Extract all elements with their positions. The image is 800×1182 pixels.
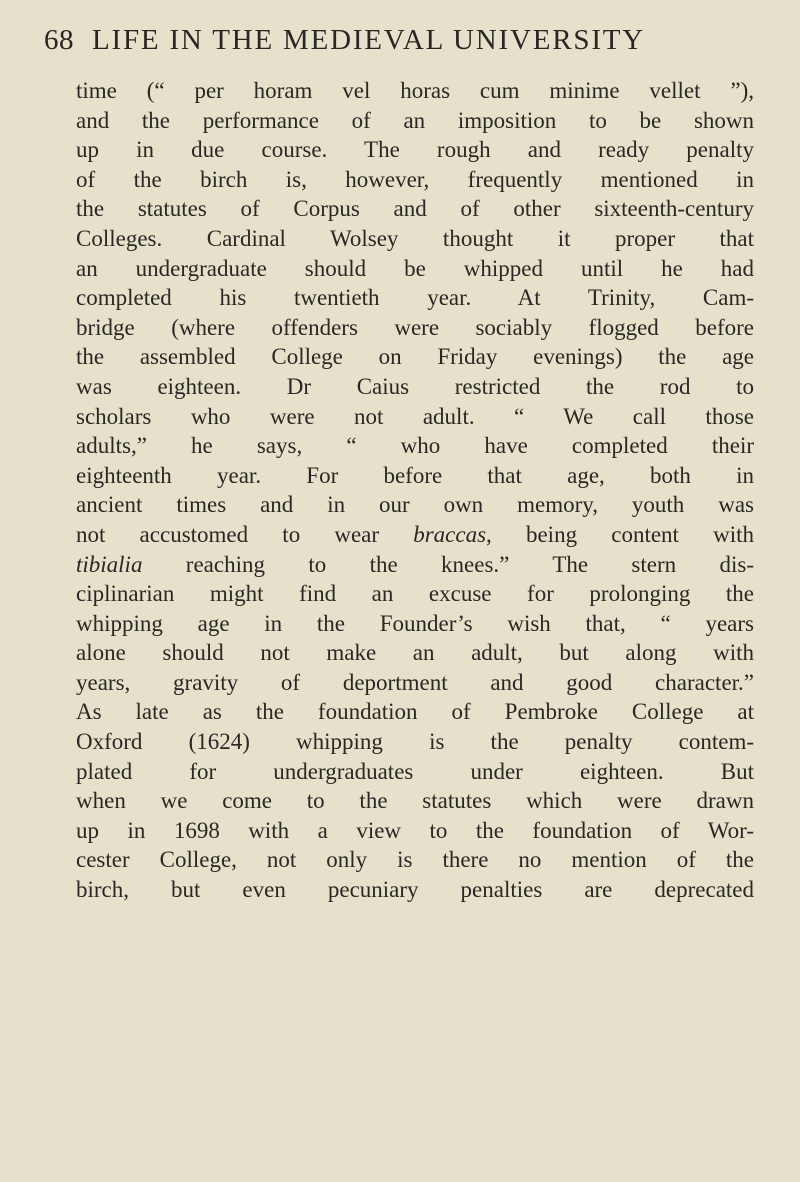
text-line: the statutes of Corpus and of other sixteenth-century <box>76 196 754 222</box>
text-line: As late as the foundation of Pembroke College at <box>76 699 754 725</box>
text-line: an undergraduate should be whipped until he had <box>76 255 754 281</box>
text-fragment: , being content with <box>486 521 754 547</box>
text-line: completed his twentieth year. At Trinity, Cam- <box>76 285 754 311</box>
text-line: scholars who were not adult. “ We call those <box>76 403 754 429</box>
text-line: the assembled College on Friday evenings) the age <box>76 344 754 370</box>
text-line: when we come to the statutes which were drawn <box>76 788 754 814</box>
text-line: cester College, not only is there no mention of the <box>76 847 754 873</box>
text-line: adults,” he says, “ who have completed their <box>76 433 754 459</box>
page-header <box>44 20 734 64</box>
text-line: eighteenth year. For before that age, both in <box>76 462 754 488</box>
text-fragment: reaching to the knees.” The stern dis- <box>142 551 754 577</box>
text-line: Oxford (1624) whipping is the penalty contem- <box>76 729 754 755</box>
text-line: ciplinarian might find an excuse for prolonging the <box>76 581 754 607</box>
page-number: 68 <box>44 24 74 56</box>
text-line-with-italic <box>76 550 754 580</box>
text-line: time (“ per horam vel horas cum minime vellet ”), <box>76 78 754 103</box>
text-line: plated for undergraduates under eighteen. But <box>76 758 754 784</box>
text-line: birch, but even pecuniary penalties are deprecated <box>76 877 754 903</box>
text-line: whipping age in the Founder’s wish that, “ years <box>76 610 754 636</box>
text-fragment: not accustomed to wear <box>76 521 414 547</box>
italic-word: tibialia <box>76 551 143 577</box>
text-line: alone should not make an adult, but along with <box>76 640 754 666</box>
text-line: Colleges. Cardinal Wolsey thought it proper that <box>76 225 754 251</box>
text-line: was eighteen. Dr Caius restricted the rod to <box>76 373 754 399</box>
text-line: bridge (where offenders were sociably flogged before <box>76 314 754 340</box>
text-line: ancient times and in our own memory, youth was <box>76 492 754 518</box>
text-line: up in due course. The rough and ready penalty <box>76 137 754 163</box>
text-line: years, gravity of deportment and good character.” <box>76 669 754 695</box>
text-line: and the performance of an imposition to be shown <box>76 107 754 133</box>
body-text <box>76 76 754 905</box>
text-line: up in 1698 with a view to the foundation of Wor- <box>76 817 754 843</box>
running-head: LIFE IN THE MEDIEVAL UNIVERSITY <box>92 24 646 56</box>
text-line-with-italic <box>76 520 754 550</box>
text-line: of the birch is, however, frequently mentioned in <box>76 166 754 192</box>
italic-word: braccas <box>413 521 487 547</box>
